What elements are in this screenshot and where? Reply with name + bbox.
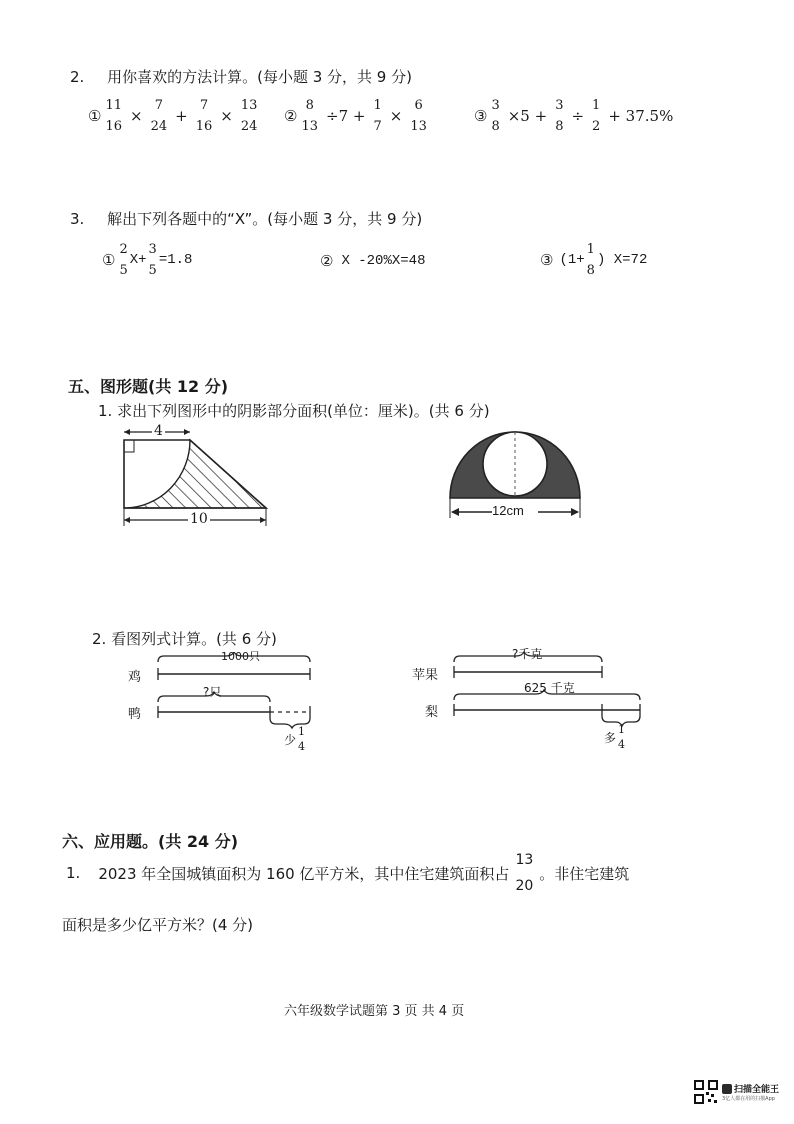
fraction: 2 5: [119, 242, 128, 278]
fraction: 8 13: [301, 98, 318, 134]
equation-text: X -20%X=48: [341, 253, 426, 269]
q3-title: 解出下列各题中的“X”。(每小题 3 分，共 9 分): [107, 210, 423, 228]
q3-item-1: [102, 242, 192, 278]
watermark-brand: 扫描全能王: [734, 1085, 780, 1095]
figure-1-bottom-label: 10: [190, 511, 208, 527]
note-text: 多: [604, 731, 617, 745]
item-marker: ②: [284, 107, 298, 125]
diagram-1-row1-label: 鸡: [128, 670, 142, 685]
q3-heading: [70, 208, 422, 229]
operator: ×: [389, 107, 403, 125]
q2-number: 2.: [70, 68, 85, 86]
question-text: 2023 年全国城镇面积为 160 亿平方米，其中住宅建筑面积占: [98, 864, 510, 883]
item-marker: ①: [88, 107, 102, 125]
diagram-2-row2-label: 梨: [425, 705, 439, 720]
q3-item-3: [540, 242, 647, 278]
q2-item-2: [284, 98, 429, 134]
question-number: 1.: [66, 864, 81, 882]
q3-number: 3.: [70, 210, 85, 228]
q2-title: 用你喜欢的方法计算。(每小题 3 分，共 9 分): [107, 68, 412, 86]
sec6-question-1-line2: 面积是多少亿平方米？(4 分): [62, 916, 254, 934]
q3-item-2: [320, 252, 425, 270]
diagram-2-note: [604, 724, 627, 751]
operator: ×5 +: [507, 107, 548, 125]
equation-text: (1+: [559, 252, 585, 268]
watermark-subtitle: 3亿人都在用的扫描App: [722, 1096, 775, 1102]
operator: +: [175, 107, 188, 125]
operator: ×: [220, 107, 233, 125]
fraction: 13 20: [515, 852, 534, 894]
note-text: 少: [284, 733, 297, 747]
fraction: 3 8: [555, 98, 564, 134]
figure-1-top-label: 4: [154, 423, 163, 439]
q2-item-1: [88, 98, 259, 134]
fraction: 3 5: [148, 242, 157, 278]
diagram-1-row2-value: ?只: [203, 685, 222, 699]
diagram-2-row2-value: 625 千克: [524, 681, 575, 695]
operator: ×: [130, 107, 143, 125]
cs-logo-icon: [722, 1084, 732, 1094]
sec5-question-1: 1. 求出下列图形中的阴影部分面积(单位：厘米)。(共 6 分): [98, 402, 490, 420]
operator: ÷: [571, 107, 585, 125]
figure-2-diameter-label: 12cm: [492, 503, 524, 518]
fraction: 3 8: [491, 98, 500, 134]
equation-text: =1.8: [158, 252, 193, 268]
diagram-2-row1-value: ?千克: [512, 647, 543, 661]
question-text: 。非住宅建筑: [539, 864, 630, 883]
section-5-title: 五、图形题(共 12 分): [68, 377, 229, 396]
diagram-1-row1-value: 1000只: [221, 650, 260, 663]
diagram-1-row2-label: 鸭: [128, 707, 142, 722]
fraction: 1 4: [618, 723, 626, 751]
diagram-1-note: [284, 726, 307, 753]
scanner-watermark: [694, 1080, 779, 1104]
fraction: 1 8: [586, 242, 595, 278]
fraction: 1 7: [373, 98, 382, 134]
fraction: 1 4: [298, 725, 306, 753]
equation-text: ) X=72: [596, 252, 648, 268]
equation-text: X+: [129, 252, 147, 268]
fraction: 1 2: [592, 98, 601, 134]
item-marker: ③: [474, 107, 488, 125]
sec6-question-1: [66, 852, 629, 894]
qr-code-icon: [694, 1080, 718, 1104]
page-footer: 六年级数学试题第 3 页 共 4 页: [284, 1004, 465, 1019]
q2-heading: [70, 66, 412, 87]
sec5-question-2: 2. 看图列式计算。(共 6 分): [92, 630, 277, 648]
fraction: 6 13: [410, 98, 427, 134]
q2-item-3: [474, 98, 679, 134]
item-marker: ②: [320, 252, 334, 270]
fraction: 7 16: [195, 98, 213, 134]
item-marker: ①: [102, 251, 116, 269]
fraction: 7 24: [150, 98, 168, 134]
fraction: 11 16: [105, 98, 122, 134]
fraction: 13 24: [240, 98, 258, 134]
item-marker: ③: [540, 251, 554, 269]
section-6-title: 六、应用题。(共 24 分): [62, 832, 239, 851]
diagram-2-row1-label: 苹果: [412, 668, 439, 683]
operator: + 37.5%: [608, 107, 674, 125]
operator: ÷7 +: [326, 107, 366, 125]
